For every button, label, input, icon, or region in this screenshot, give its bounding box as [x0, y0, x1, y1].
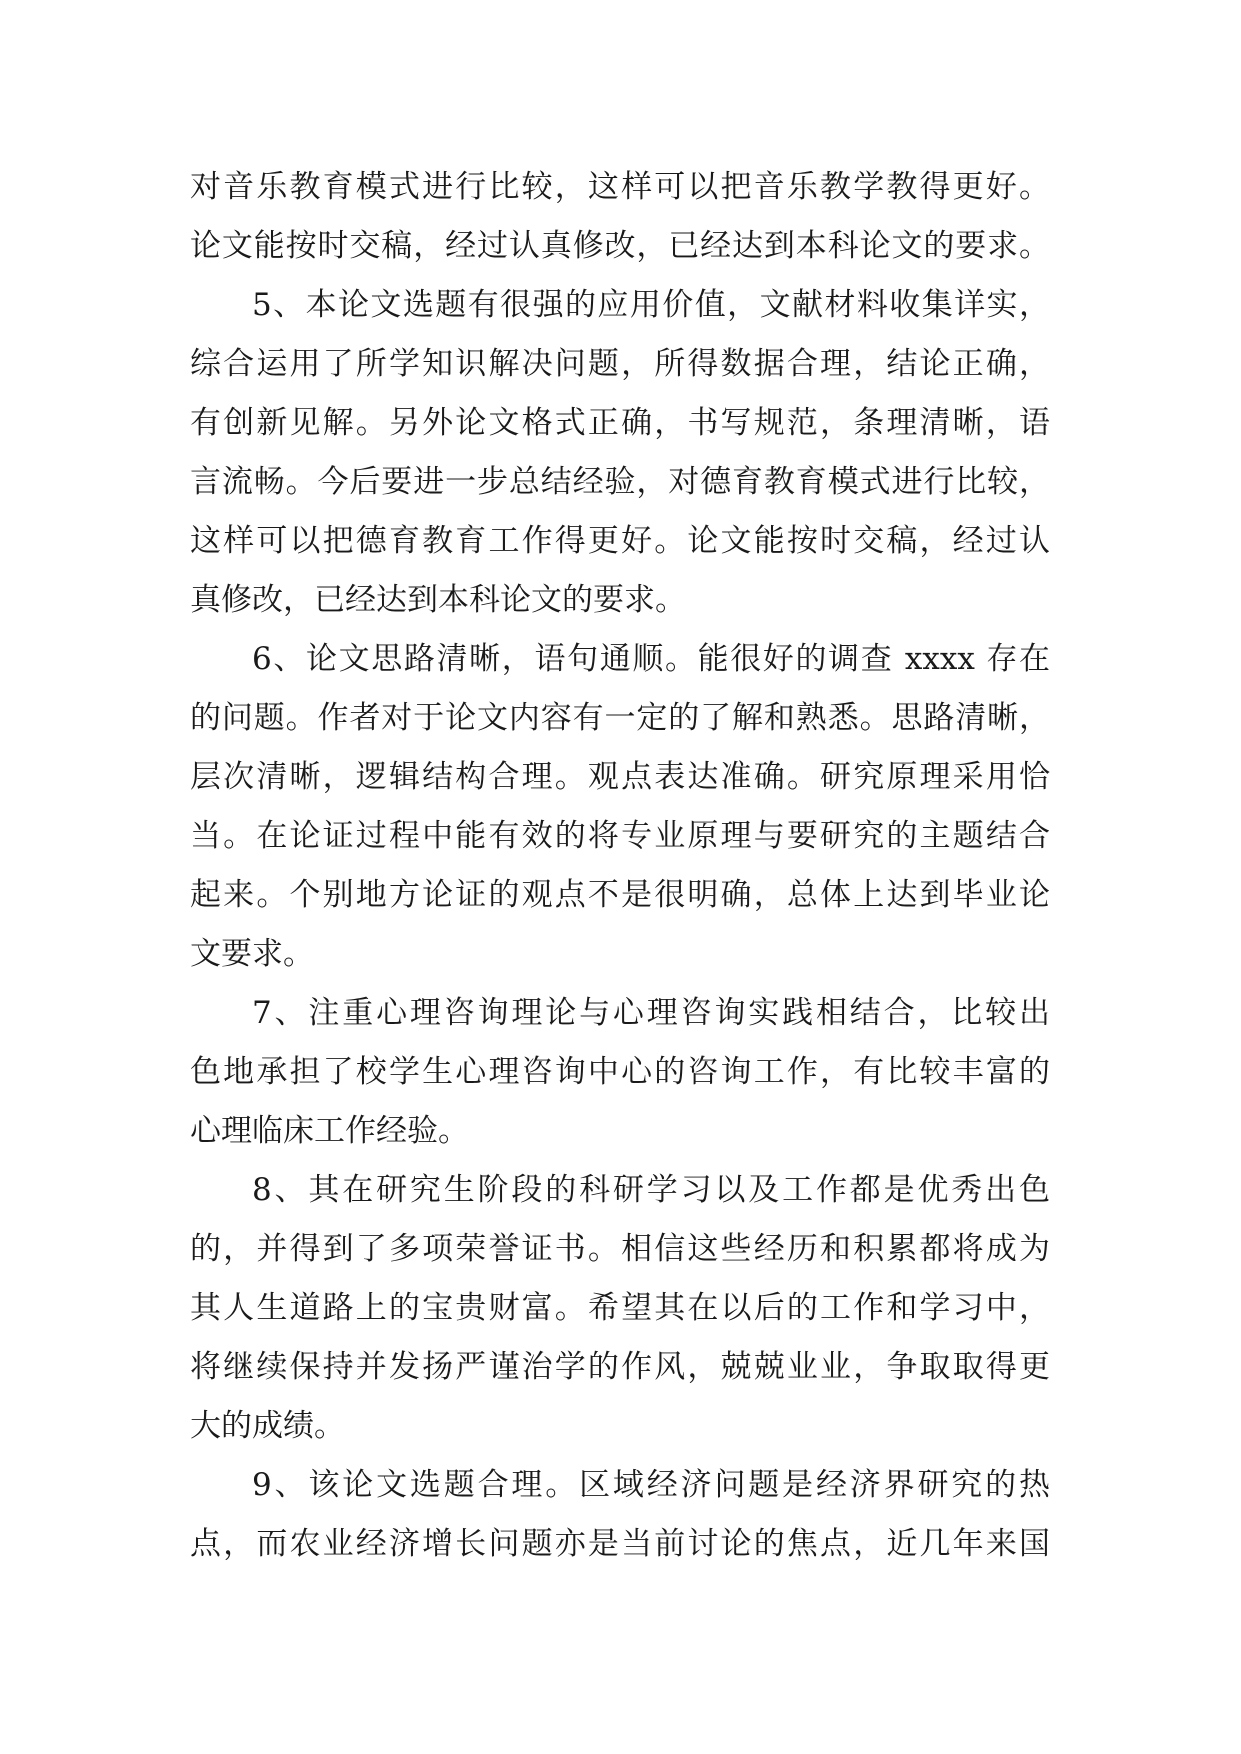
text-line: 6、论文思路清晰，语句通顺。能很好的调查 xxxx 存在 [252, 641, 1050, 677]
text-line: 其人生道路上的宝贵财富。希望其在以后的工作和学习中， [190, 1290, 1050, 1326]
text-line: 当。在论证过程中能有效的将专业原理与要研究的主题结合 [190, 818, 1050, 854]
text-line: 9、该论文选题合理。区域经济问题是经济界研究的热 [252, 1467, 1050, 1503]
text-line: 7、注重心理咨询理论与心理咨询实践相结合，比较出 [252, 995, 1050, 1031]
text-line: 有创新见解。另外论文格式正确，书写规范，条理清晰，语 [190, 405, 1050, 441]
text-line: 真修改，已经达到本科论文的要求。 [190, 582, 686, 618]
text-line: 论文能按时交稿，经过认真修改，已经达到本科论文的要求。 [190, 228, 1050, 264]
text-line: 起来。个别地方论证的观点不是很明确，总体上达到毕业论 [190, 877, 1050, 913]
text-line: 5、本论文选题有很强的应用价值，文献材料收集详实， [252, 287, 1050, 323]
text-line: 8、其在研究生阶段的科研学习以及工作都是优秀出色 [252, 1172, 1050, 1208]
text-line: 这样可以把德育教育工作得更好。论文能按时交稿，经过认 [190, 523, 1050, 559]
text-line: 心理临床工作经验。 [190, 1113, 469, 1149]
text-line: 大的成绩。 [190, 1408, 345, 1444]
document-body [190, 158, 1050, 1574]
text-line: 的问题。作者对于论文内容有一定的了解和熟悉。思路清晰， [190, 700, 1050, 736]
text-line: 色地承担了校学生心理咨询中心的咨询工作，有比较丰富的 [190, 1054, 1050, 1090]
text-line: 的，并得到了多项荣誉证书。相信这些经历和积累都将成为 [190, 1231, 1050, 1267]
text-line: 层次清晰，逻辑结构合理。观点表达准确。研究原理采用恰 [190, 759, 1050, 795]
text-line: 文要求。 [190, 936, 314, 972]
text-line: 对音乐教育模式进行比较，这样可以把音乐教学教得更好。 [190, 169, 1050, 205]
text-line: 点，而农业经济增长问题亦是当前讨论的焦点，近几年来国 [190, 1526, 1050, 1562]
text-line: 将继续保持并发扬严谨治学的作风，兢兢业业，争取取得更 [190, 1349, 1050, 1385]
text-line: 综合运用了所学知识解决问题，所得数据合理，结论正确， [190, 346, 1050, 382]
text-line: 言流畅。今后要进一步总结经验，对德育教育模式进行比较， [190, 464, 1050, 500]
